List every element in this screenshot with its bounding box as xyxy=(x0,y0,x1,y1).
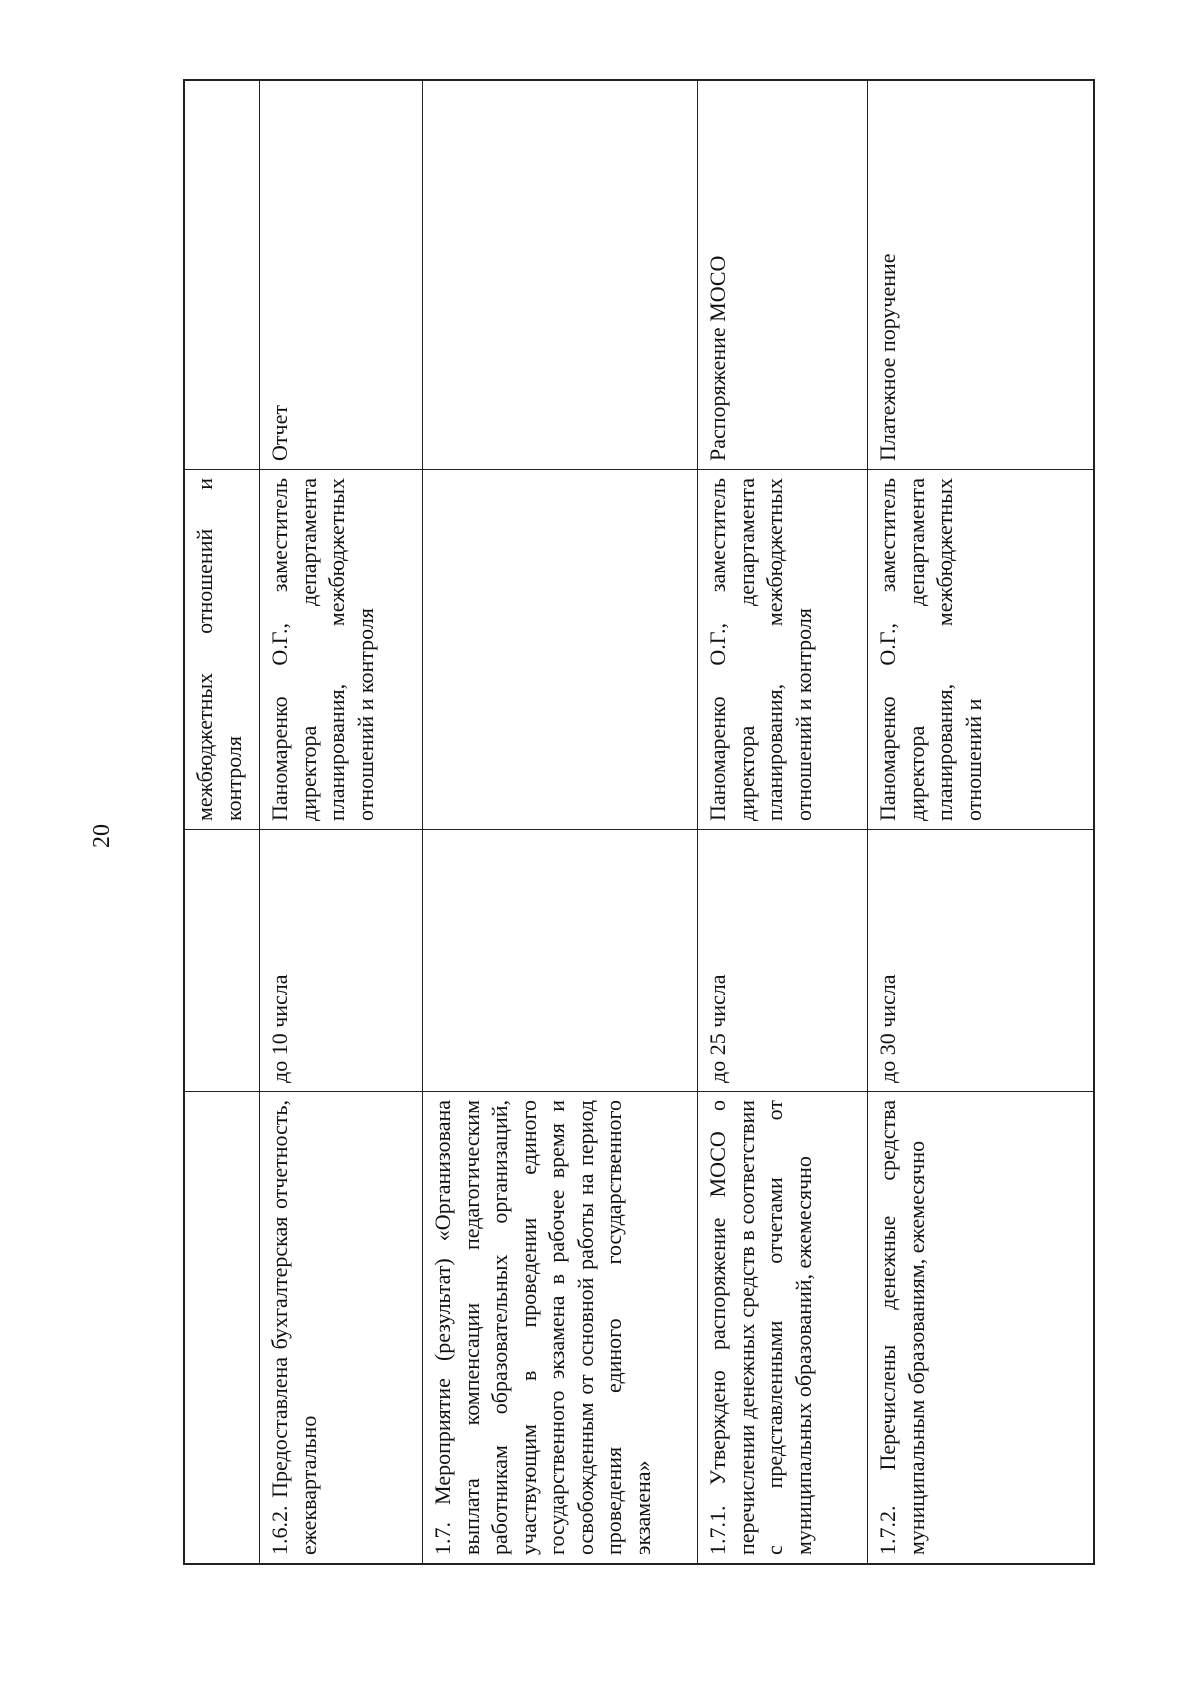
cell-event: 1.7.2. Перечислены денежные средства муниципальным образованиям, ежемесячно xyxy=(868,1091,1093,1563)
cell-event xyxy=(185,1091,259,1563)
cell-deadline xyxy=(185,829,259,1091)
cell-responsible: Паномаренко О.Г., заместитель директора департамента планирования, межбюджетных отношений и контроля xyxy=(260,469,422,829)
page-number: 20 xyxy=(89,824,115,848)
table-row xyxy=(260,81,423,1563)
table-row xyxy=(868,81,1093,1563)
table-row xyxy=(423,81,698,1563)
cell-event: 1.6.2. Предоставлена бухгалтерская отчетность, ежеквартально xyxy=(260,1091,422,1563)
table-row xyxy=(698,81,868,1563)
cell-deadline xyxy=(423,829,697,1091)
cell-document: Отчет xyxy=(267,405,292,461)
cell-responsible: межбюджетных отношений и контроля xyxy=(185,469,259,829)
cell-document: Платежное поручение xyxy=(875,253,900,461)
cell-document xyxy=(423,79,697,469)
cell-responsible: Паномаренко О.Г., заместитель директора департамента планирования, межбюджетных отношений и xyxy=(868,469,1093,829)
cell-deadline: до 25 числа xyxy=(698,829,867,1091)
cell-document xyxy=(185,79,259,469)
cell-event: 1.7. Мероприятие (результат) «Организована выплата компенсации педагогическим работникам образовательных организаций, участвующим в проведении единого государственного экзамена в рабочее время и освобожденным от основной работы на период проведения единого государственного экзамена» xyxy=(423,1091,697,1563)
cell-deadline: до 30 числа xyxy=(868,829,1093,1091)
plan-table xyxy=(183,79,1095,1565)
table-row xyxy=(185,81,260,1563)
cell-document: Распоряжение МОСО xyxy=(705,255,730,461)
cell-responsible: Паномаренко О.Г., заместитель директора департамента планирования, межбюджетных отношений и контроля xyxy=(698,469,867,829)
cell-event: 1.7.1. Утверждено распоряжение МОСО о перечислении денежных средств в соответствии с представленными отчетами от муниципальных образований, ежемесячно xyxy=(698,1091,867,1563)
cell-responsible xyxy=(423,469,697,829)
cell-deadline: до 10 числа xyxy=(260,829,422,1091)
